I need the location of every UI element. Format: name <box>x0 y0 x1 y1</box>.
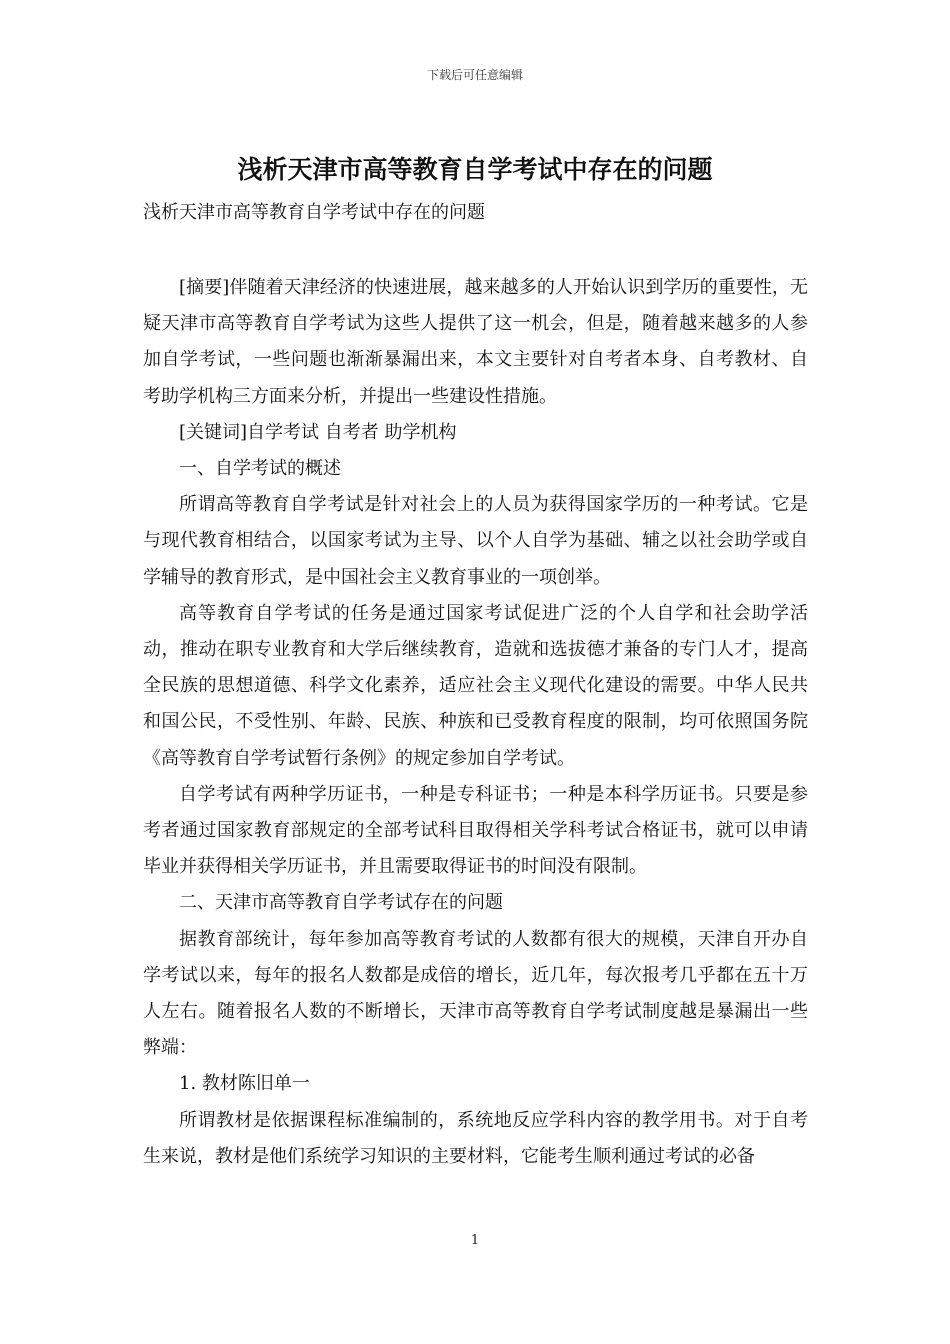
document-body <box>143 270 808 1175</box>
document-title: 浅析天津市高等教育自学考试中存在的问题 <box>237 155 713 184</box>
section-heading-2: 二、天津市高等教育自学考试存在的问题 <box>179 892 503 914</box>
body-paragraph: 高等教育自学考试的任务是通过国家考试促进广泛的个人自学和社会助学活动，推动在职专业教育和大学后继续教育，造就和选拔德才兼备的专门人才，提高全民族的思想道德、科学文化素养，适应社会主义现代化建设的需要。中华人民共和国公民，不受性别、年龄、民族、种族和已受教育程度的限制，均可依照国务院《高等教育自学考试暂行条例》的规定参加自学考试。 <box>143 602 808 769</box>
page-number: 1 <box>470 1233 480 1248</box>
abstract-paragraph: [摘要]伴随着天津经济的快速进展，越来越多的人开始认识到学历的重要性，无疑天津市高等教育自学考试为这些人提供了这一机会，但是，随着越来越多的人参加自学考试，一些问题也渐渐暴漏出来，本文主要针对自考者本身、自考教材、自考助学机构三方面来分析，并提出一些建设性措施。 <box>143 277 808 407</box>
section-heading-1: 一、自学考试的概述 <box>179 458 341 480</box>
page-header: 下载后可任意编辑 <box>426 68 523 82</box>
body-paragraph: 自学考试有两种学历证书，一种是专科证书；一种是本科学历证书。只要是参考者通过国家教育部规定的全部考试科目取得相关学科考试合格证书，就可以申请毕业并获得相关学历证书，并且需要取得证书的时间没有限制。 <box>143 783 808 878</box>
document-subtitle: 浅析天津市高等教育自学考试中存在的问题 <box>143 202 485 223</box>
keywords-paragraph: [关键词]自学考试 自考者 助学机构 <box>179 421 457 443</box>
body-paragraph: 所谓教材是依据课程标准编制的，系统地反应学科内容的教学用书。对于自考生来说，教材是他们系统学习知识的主要材料，它能考生顺利通过考试的必备 <box>143 1109 808 1167</box>
body-paragraph: 据教育部统计，每年参加高等教育考试的人数都有很大的规模，天津自开办自学考试以来，每年的报名人数都是成倍的增长，近几年，每次报考几乎都在五十万人左右。随着报名人数的不断增长，天津市高等教育自学考试制度越是暴漏出一些弊端： <box>143 928 808 1059</box>
body-paragraph: 所谓高等教育自学考试是针对社会上的人员为获得国家学历的一种考试。它是与现代教育相结合，以国家考试为主导、以个人自学为基础、辅之以社会助学或自学辅导的教育形式，是中国社会主义教育事业的一项创举。 <box>143 494 808 588</box>
subsection-heading-1: 1. 教材陈旧单一 <box>179 1073 310 1095</box>
